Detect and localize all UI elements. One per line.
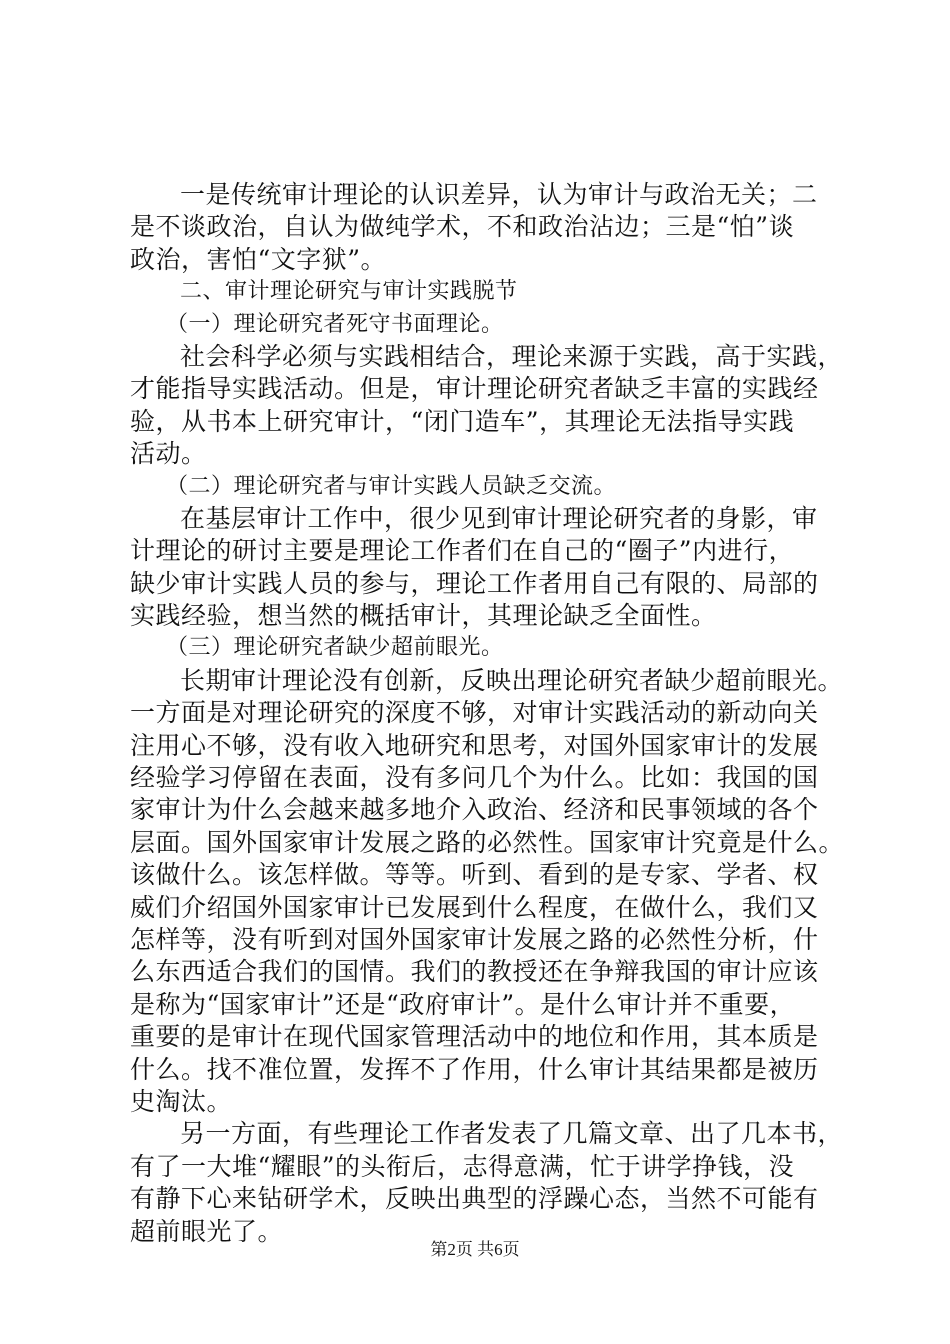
text-line: 重要的是审计在现代国家管理活动中的地位和作用，其本质是 — [130, 1022, 819, 1052]
text-line: 注用心不够，没有收入地研究和思考，对国外国家审计的发展 — [130, 730, 819, 760]
text-line: 有静下心来钻研学术，反映出典型的浮躁心态，当然不可能有 — [130, 1184, 819, 1214]
text-line: 有了一大堆“耀眼”的头衔后，志得意满，忙于讲学挣钱，没 — [130, 1151, 795, 1181]
text-line: 缺少审计实践人员的参与，理论工作者用自己有限的、局部的 — [130, 568, 819, 598]
text-line: 怎样等，没有听到对国外国家审计发展之路的必然性分析，什 — [130, 924, 819, 954]
text-line: 家审计为什么会越来越多地介入政治、经济和民事领域的各个 — [130, 795, 819, 825]
subsection-heading: （二）理论研究者与审计实践人员缺乏交流。 — [166, 473, 617, 499]
text-line: 是不谈政治，自认为做纯学术，不和政治沾边；三是“怕”谈 — [130, 212, 795, 242]
text-line: 超前眼光了。 — [130, 1216, 284, 1246]
text-line: 是称为“国家审计”还是“政府审计”。是什么审计并不重要， — [130, 989, 796, 1019]
text-line: 经验学习停留在表面，没有多问几个为什么。比如：我国的国 — [130, 763, 819, 793]
subsection-heading: （一）理论研究者死守书面理论。 — [166, 311, 504, 337]
section-heading: 二、审计理论研究与审计实践脱节 — [180, 279, 518, 305]
text-line: 一方面是对理论研究的深度不够，对审计实践活动的新动向关 — [130, 698, 819, 728]
subsection-heading: （三）理论研究者缺少超前眼光。 — [166, 635, 504, 661]
text-line: 什么。找不准位置，发挥不了作用，什么审计其结果都是被历 — [130, 1054, 819, 1084]
text-line: 该做什么。该怎样做。等等。听到、看到的是专家、学者、权 — [130, 860, 819, 890]
text-line: 活动。 — [130, 439, 207, 469]
text-line: 计理论的研讨主要是理论工作者们在自己的“圈子”内进行， — [130, 536, 795, 566]
text-line: 史淘汰。 — [130, 1086, 233, 1116]
text-line: 社会科学必须与实践相结合，理论来源于实践，高于实践， — [180, 341, 844, 371]
text-line: 层面。国外国家审计发展之路的必然性。国家审计究竟是什么。 — [130, 827, 845, 857]
text-line: 长期审计理论没有创新，反映出理论研究者缺少超前眼光。 — [180, 665, 844, 695]
text-line: 么东西适合我们的国情。我们的教授还在争辩我国的审计应该 — [130, 957, 819, 987]
text-line: 一是传统审计理论的认识差异，认为审计与政治无关；二 — [180, 180, 818, 209]
text-line: 在基层审计工作中，很少见到审计理论研究者的身影，审 — [180, 503, 818, 533]
text-line: 政治，害怕“文字狱”。 — [130, 244, 387, 274]
text-line: 威们介绍国外国家审计已发展到什么程度，在做什么，我们又 — [130, 892, 819, 922]
document-body — [130, 179, 852, 1248]
text-line: 验，从书本上研究审计，“闭门造车”，其理论无法指导实践 — [130, 406, 795, 436]
page-number-footer: 第2页 共6页 — [430, 1240, 520, 1259]
text-line: 才能指导实践活动。但是，审计理论研究者缺乏丰富的实践经 — [130, 374, 819, 404]
text-line: 另一方面，有些理论工作者发表了几篇文章、出了几本书， — [180, 1119, 844, 1149]
text-line: 实践经验，想当然的概括审计，其理论缺乏全面性。 — [130, 601, 717, 631]
